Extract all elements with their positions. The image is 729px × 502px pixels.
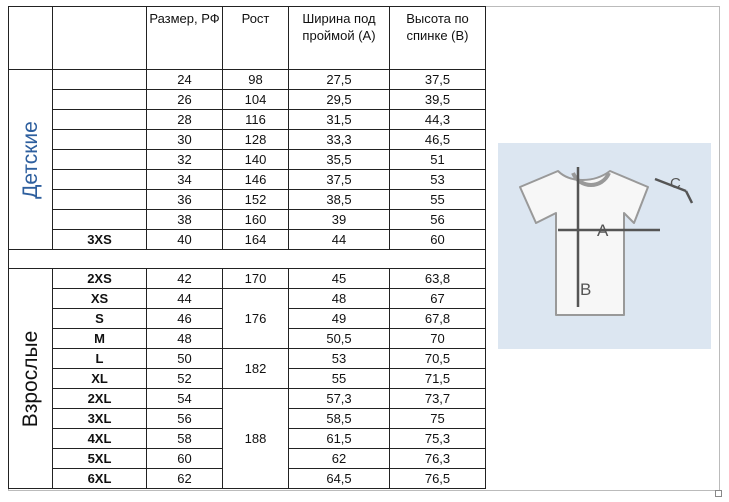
height-value: 182: [223, 349, 289, 389]
height-value: 128: [223, 130, 289, 150]
separator-cell: [9, 250, 486, 269]
height-value: 164: [223, 230, 289, 250]
size-ru: 52: [147, 369, 223, 389]
size-code: [53, 110, 147, 130]
size-code: 5XL: [53, 449, 147, 469]
width-value: 29,5: [289, 90, 390, 110]
size-code: 6XL: [53, 469, 147, 489]
back-value: 37,5: [390, 70, 486, 90]
size-code: 3XL: [53, 409, 147, 429]
height-value: 170: [223, 269, 289, 289]
back-value: 44,3: [390, 110, 486, 130]
size-code: 2XL: [53, 389, 147, 409]
back-value: 63,8: [390, 269, 486, 289]
back-value: 70: [390, 329, 486, 349]
size-code: [53, 150, 147, 170]
size-code: [53, 170, 147, 190]
size-ru: 26: [147, 90, 223, 110]
table-row: [9, 90, 486, 110]
height-value: 98: [223, 70, 289, 90]
size-ru: 30: [147, 130, 223, 150]
size-code: 3XS: [53, 230, 147, 250]
size-ru: 32: [147, 150, 223, 170]
width-value: 31,5: [289, 110, 390, 130]
size-ru: 58: [147, 429, 223, 449]
header-height: Рост: [223, 7, 289, 70]
back-value: 75: [390, 409, 486, 429]
size-ru: 34: [147, 170, 223, 190]
size-ru: 60: [147, 449, 223, 469]
size-code: [53, 70, 147, 90]
back-value: 51: [390, 150, 486, 170]
width-value: 37,5: [289, 170, 390, 190]
diagram-label-a: A: [597, 221, 609, 240]
back-value: 76,5: [390, 469, 486, 489]
header-cell: [53, 7, 147, 70]
back-value: 67,8: [390, 309, 486, 329]
width-value: 49: [289, 309, 390, 329]
width-value: 64,5: [289, 469, 390, 489]
back-value: 53: [390, 170, 486, 190]
size-code: M: [53, 329, 147, 349]
table-row: [9, 289, 486, 309]
table-row: [9, 230, 486, 250]
back-value: 55: [390, 190, 486, 210]
table-row: [9, 190, 486, 210]
header-back-b: Высота по спинке (В): [390, 7, 486, 70]
width-value: 45: [289, 269, 390, 289]
size-table: [8, 6, 486, 489]
back-value: 60: [390, 230, 486, 250]
diagram-label-c: C: [670, 175, 681, 192]
header-width-a: Ширина под проймой (А): [289, 7, 390, 70]
size-ru: 28: [147, 110, 223, 130]
back-value: 46,5: [390, 130, 486, 150]
size-code: [53, 130, 147, 150]
resize-handle[interactable]: [715, 490, 722, 497]
width-value: 57,3: [289, 389, 390, 409]
width-value: 35,5: [289, 150, 390, 170]
size-code: 2XS: [53, 269, 147, 289]
group-label-kids: Детские: [18, 120, 42, 199]
height-value: 160: [223, 210, 289, 230]
table-row: [9, 170, 486, 190]
width-value: 61,5: [289, 429, 390, 449]
width-value: 48: [289, 289, 390, 309]
size-code: XS: [53, 289, 147, 309]
back-value: 67: [390, 289, 486, 309]
size-code: 4XL: [53, 429, 147, 449]
size-code: [53, 190, 147, 210]
size-ru: 56: [147, 409, 223, 429]
height-value: 176: [223, 289, 289, 349]
size-ru: 46: [147, 309, 223, 329]
height-value: 104: [223, 90, 289, 110]
width-value: 50,5: [289, 329, 390, 349]
height-value: 152: [223, 190, 289, 210]
table-row: [9, 70, 486, 90]
width-value: 39: [289, 210, 390, 230]
width-value: 58,5: [289, 409, 390, 429]
group-adults-cell: [9, 269, 53, 489]
back-value: 39,5: [390, 90, 486, 110]
table-row: [9, 110, 486, 130]
table-row: [9, 349, 486, 369]
tshirt-icon: [498, 143, 711, 349]
size-code: [53, 210, 147, 230]
size-ru: 38: [147, 210, 223, 230]
width-value: 27,5: [289, 70, 390, 90]
table-row: [9, 210, 486, 230]
back-value: 70,5: [390, 349, 486, 369]
height-value: 146: [223, 170, 289, 190]
group-kids-cell: [9, 70, 53, 250]
header-size-ru: Размер, РФ: [147, 7, 223, 70]
table-row: [9, 130, 486, 150]
size-ru: 48: [147, 329, 223, 349]
width-value: 38,5: [289, 190, 390, 210]
size-code: L: [53, 349, 147, 369]
size-code: XL: [53, 369, 147, 389]
height-value: 116: [223, 110, 289, 130]
group-label-adults: Взрослые: [18, 330, 42, 427]
back-value: 56: [390, 210, 486, 230]
tshirt-measurement-diagram: [498, 143, 711, 349]
back-value: 73,7: [390, 389, 486, 409]
diagram-label-b: B: [580, 280, 592, 299]
table-row: [9, 389, 486, 409]
size-ru: 24: [147, 70, 223, 90]
width-value: 33,3: [289, 130, 390, 150]
size-ru: 62: [147, 469, 223, 489]
width-value: 55: [289, 369, 390, 389]
size-ru: 54: [147, 389, 223, 409]
table-row: [9, 269, 486, 289]
back-value: 71,5: [390, 369, 486, 389]
height-value: 140: [223, 150, 289, 170]
size-ru: 40: [147, 230, 223, 250]
separator-row: [9, 250, 486, 269]
table-row: [9, 150, 486, 170]
size-code: S: [53, 309, 147, 329]
header-row: [9, 7, 486, 70]
size-ru: 50: [147, 349, 223, 369]
size-ru: 36: [147, 190, 223, 210]
size-code: [53, 90, 147, 110]
back-value: 76,3: [390, 449, 486, 469]
width-value: 53: [289, 349, 390, 369]
back-value: 75,3: [390, 429, 486, 449]
arrow-c-tip: [686, 191, 692, 203]
header-cell: [9, 7, 53, 70]
height-value: 188: [223, 389, 289, 489]
size-ru: 42: [147, 269, 223, 289]
width-value: 44: [289, 230, 390, 250]
width-value: 62: [289, 449, 390, 469]
size-ru: 44: [147, 289, 223, 309]
